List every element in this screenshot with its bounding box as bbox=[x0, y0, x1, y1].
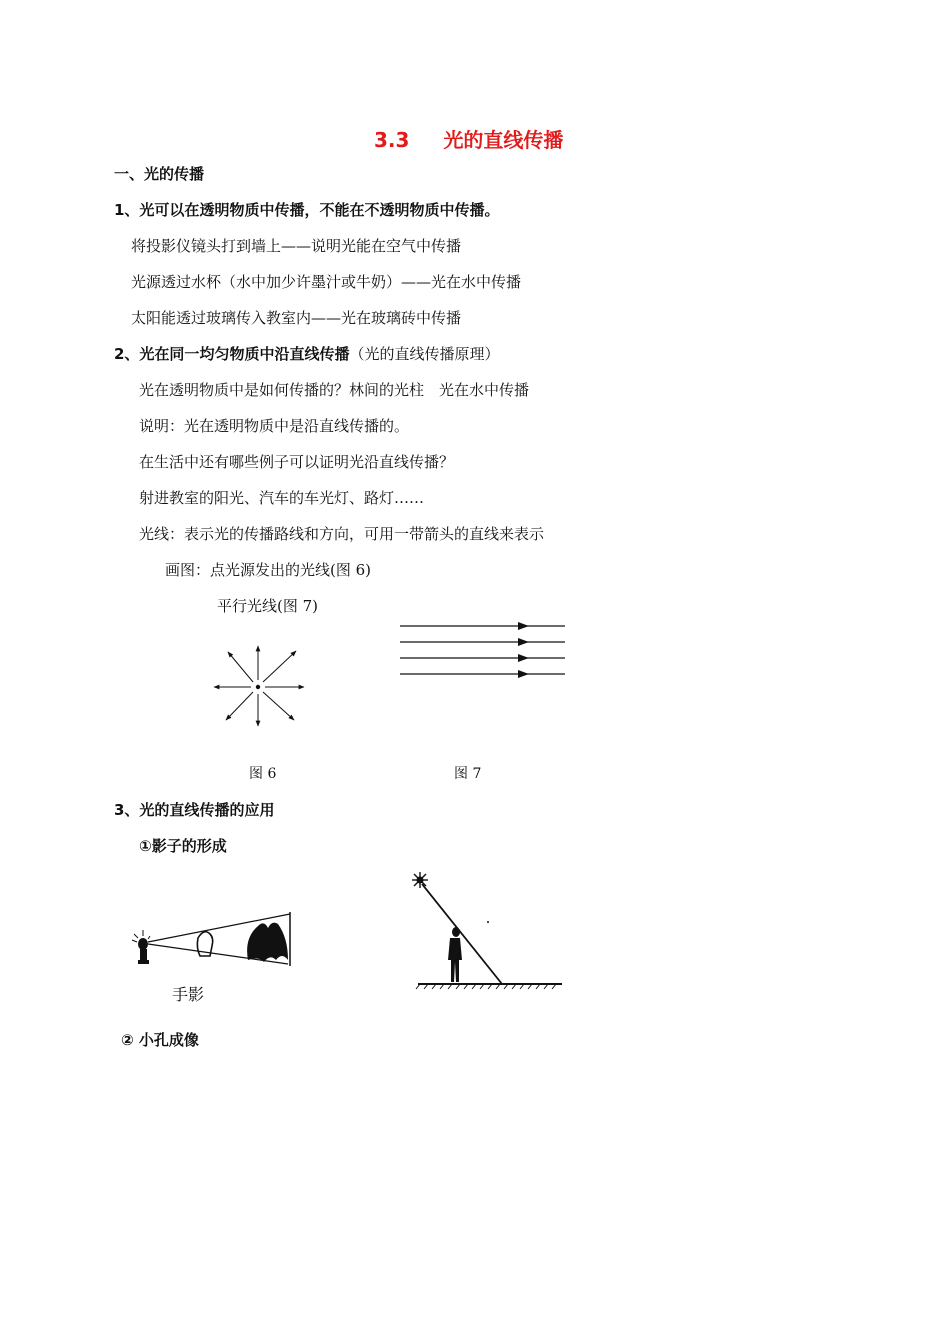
figure-7-caption: 图 7 bbox=[454, 766, 482, 782]
section-heading: 一、光的传播 bbox=[114, 165, 205, 183]
sun-shadow-illustration bbox=[404, 866, 570, 996]
point1-line: 太阳能透过玻璃传入教室内——光在玻璃砖中传播 bbox=[131, 309, 462, 327]
shadow-subheading: ①影子的形成 bbox=[139, 837, 227, 855]
pinhole-subheading: ② 小孔成像 bbox=[121, 1031, 199, 1049]
hand-shadow-caption: 手影 bbox=[172, 985, 205, 1004]
point-source-figure bbox=[210, 640, 310, 730]
point1-line: 将投影仪镜头打到墙上——说明光能在空气中传播 bbox=[131, 237, 462, 255]
hand-shadow-illustration bbox=[128, 908, 298, 970]
point2-line: 射进教室的阳光、汽车的车光灯、路灯…… bbox=[139, 489, 425, 507]
point2-heading-row bbox=[114, 343, 499, 364]
title-text: 光的直线传播 bbox=[443, 128, 564, 152]
page-title bbox=[374, 124, 563, 153]
parallel-rays-figure bbox=[398, 620, 568, 680]
point2-line: 说明：光在透明物质中是沿直线传播的。 bbox=[139, 417, 410, 435]
draw-point-source: 画图：点光源发出的光线(图 6) bbox=[165, 561, 372, 579]
title-number: 3.3 bbox=[374, 128, 410, 152]
draw-parallel: 平行光线(图 7) bbox=[217, 597, 319, 615]
point2-heading-note: （光的直线传播原理） bbox=[349, 345, 500, 363]
point2-line: 在生活中还有哪些例子可以证明光沿直线传播？ bbox=[139, 453, 455, 471]
point3-heading: 3、光的直线传播的应用 bbox=[114, 801, 275, 819]
point2-line: 光在透明物质中是如何传播的？林间的光柱 光在水中传播 bbox=[139, 381, 530, 399]
point1-heading: 1、光可以在透明物质中传播，不能在不透明物质中传播。 bbox=[114, 201, 500, 219]
figure-6-caption: 图 6 bbox=[249, 766, 277, 782]
point1-line: 光源透过水杯（水中加少许墨汁或牛奶）——光在水中传播 bbox=[131, 273, 522, 291]
point2-heading: 2、光在同一均匀物质中沿直线传播 bbox=[114, 345, 350, 363]
point2-line: 光线：表示光的传播路线和方向，可用一带箭头的直线来表示 bbox=[139, 525, 545, 543]
